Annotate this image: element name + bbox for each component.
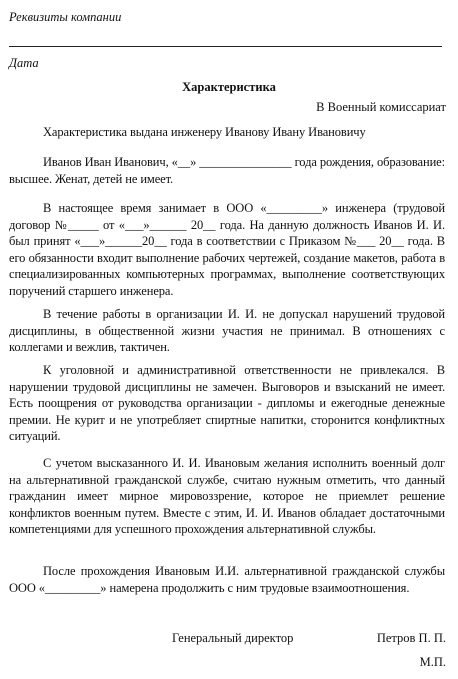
date-label: Дата (9, 56, 39, 70)
recipient-line: В Военный комиссариат (316, 100, 446, 114)
signature-name: Петров П. П. (376, 631, 446, 645)
paragraph-position: В настоящее время занимает в ООО «_________» инженера (трудовой договор №_____ от «___»______ 20__ года. На данную должность Иванов И. И. был принят «___»______20__ года в соответствии с Приказом №___ 20__ года. В его обязанности входит выполнение рабочих чертежей, создание макетов, работа в специализированных компьютерных программах, выполнение соответствующих поручений старшего инженера. (9, 201, 445, 298)
company-details-label: Реквизиты компании (9, 10, 122, 24)
paragraph-responsibility: К уголовной и административной ответственности не привлекался. В нарушении трудовой дисциплины не замечен. Выговоров и взысканий не имеет. Есть поощрения от руководства организации - дипломы и ежегодные денежные премии. Не курит и не употребляет спиртные напитки, сторонится конфликтных ситуаций. (9, 363, 445, 444)
company-details-line (9, 46, 442, 47)
paragraph-issued-to: Характеристика выдана инженеру Иванову Ивану Ивановичу (43, 125, 366, 139)
paragraph-personal-info: Иванов Иван Иванович, «__» _______________ года рождения, образование: высшее. Женат, детей не имеет. (9, 155, 445, 186)
paragraph-future-employment: После прохождения Ивановым И.И. альтернативной гражданской службы ООО «_________» намерена продолжить с ним трудовые взаимоотношения. (9, 564, 445, 595)
document-title: Характеристика (182, 80, 276, 94)
stamp-mark: М.П. (419, 655, 446, 669)
signature-position: Генеральный директор (172, 631, 294, 645)
paragraph-discipline: В течение работы в организации И. И. не допускал нарушений трудовой дисциплины, в общественной жизни участия не принимал. В отношениях с коллегами и вежлив, тактичен. (9, 307, 445, 355)
paragraph-alternative-service: С учетом высказанного И. И. Ивановым желания исполнить военный долг на альтернативной гражданской службе, считаю нужным отметить, что данный гражданин имеет мирное мировоззрение, которое не приемлет решение конфликтов военным путем. Вместе с этим, И. И. Иванов обладает достаточными компетенциями для успешного прохождения альтернативной службы. (9, 456, 445, 537)
